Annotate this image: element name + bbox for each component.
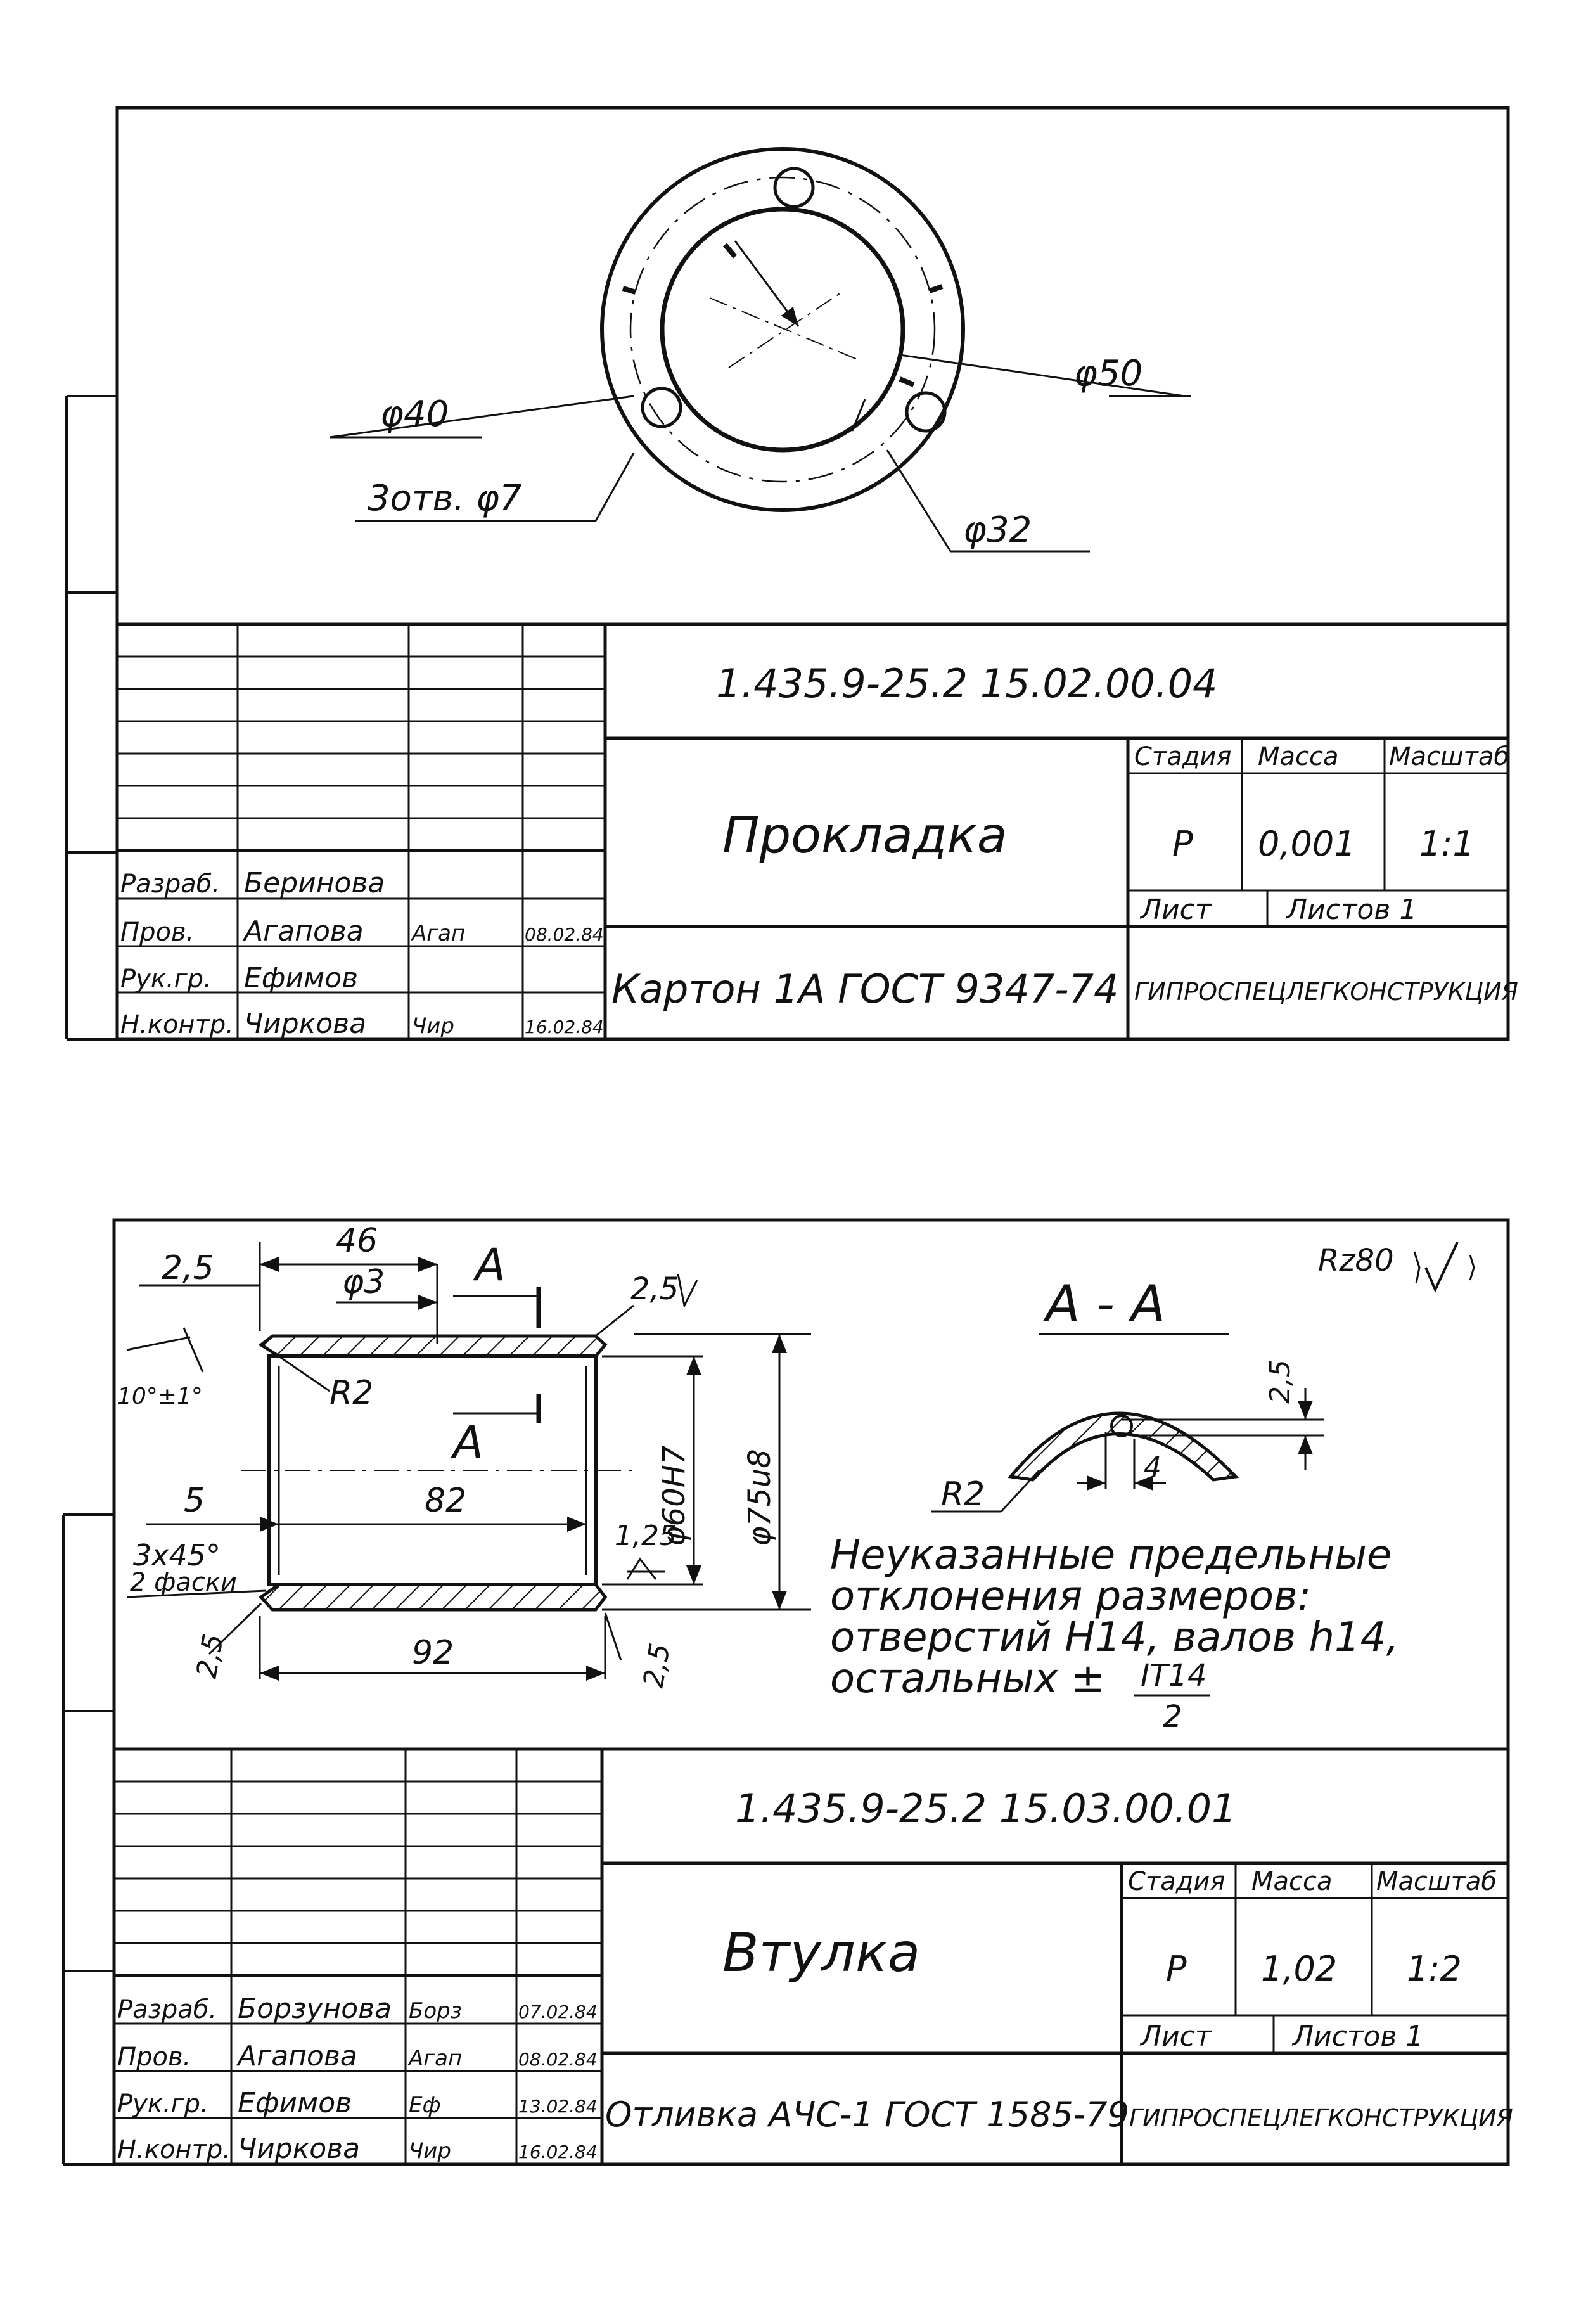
note-line-2: отклонения размеров:	[830, 1573, 1312, 1620]
signer-date: 08.02.84	[518, 2049, 598, 2070]
sheet-1	[67, 108, 1518, 1040]
signer-name: Беринова	[244, 867, 385, 899]
rough-25: 2,5	[630, 1271, 679, 1307]
dim-5: 5	[184, 1482, 205, 1520]
sheet-label: Лист	[1141, 2020, 1212, 2053]
top-wall	[261, 1336, 605, 1356]
sheet1-title-block	[117, 624, 1518, 1040]
dim-d32: φ32	[963, 510, 1032, 551]
mass-value: 1,02	[1261, 1949, 1338, 1989]
signer-date: 16.02.84	[525, 1017, 604, 1037]
radius-r2: R2	[330, 1374, 374, 1412]
organization: ГИПРОСПЕЦЛЕГКОНСТРУКЦИЯ	[1129, 2104, 1513, 2132]
sheets-label: Листов 1	[1293, 2020, 1424, 2053]
dim-82: 82	[425, 1482, 467, 1520]
dim-d40: φ40	[380, 394, 449, 435]
sheet2-signer-2	[117, 2087, 598, 2119]
signer-date: 08.02.84	[525, 924, 604, 945]
dim-phi60: φ60Н7	[656, 1445, 692, 1546]
signer-name: Ефимов	[244, 962, 359, 994]
section-r2: R2	[941, 1475, 985, 1513]
signer-name: Агапова	[238, 2040, 357, 2072]
hole-3	[907, 393, 945, 431]
signer-date: 07.02.84	[518, 2001, 598, 2022]
material: Отливка АЧС-1 ГОСТ 1585-79	[605, 2095, 1130, 2135]
signer-sign: Агап	[412, 921, 466, 946]
part-name: Прокладка	[722, 807, 1008, 864]
section-title: А - А	[1046, 1274, 1166, 1333]
signer-role: Н.контр.	[120, 1010, 234, 1039]
hdr-scale: Масштаб	[1376, 1867, 1497, 1896]
sheet1-signer-3	[120, 1008, 604, 1040]
signer-role: Рук.гр.	[117, 2090, 208, 2119]
stage-value: Р	[1166, 1949, 1187, 1989]
signer-role: Разраб.	[117, 1995, 217, 2024]
signer-name: Чиркова	[244, 1008, 367, 1040]
organization: ГИПРОСПЕЦЛЕГКОНСТРУКЦИЯ	[1134, 978, 1518, 1006]
signer-sign: Борз	[409, 1998, 462, 2024]
dim-holes: 3отв. φ7	[368, 478, 522, 519]
sheet2-title-block	[114, 1749, 1513, 2165]
signer-date: 13.02.84	[518, 2096, 598, 2117]
signer-role: Пров.	[120, 918, 195, 947]
roughness-symbol	[1426, 1242, 1457, 1290]
signer-sign: Агап	[409, 2046, 463, 2071]
section-dim-25: 2,5	[1264, 1359, 1296, 1404]
note-frac-top: IT14	[1141, 1658, 1207, 1693]
inner-circle	[662, 209, 903, 450]
sheet1-left-strip	[67, 396, 117, 1039]
sheet1-signer-2	[120, 962, 358, 994]
signer-role: Пров.	[117, 2043, 191, 2072]
hdr-scale: Масштаб	[1389, 742, 1510, 771]
section-a-a	[931, 1274, 1324, 1513]
bolt-circle	[630, 177, 935, 482]
note-frac-bottom: 2	[1163, 1699, 1182, 1735]
dim-phi75: φ75u8	[742, 1449, 777, 1546]
signer-sign: Чир	[412, 1013, 454, 1039]
signer-sign: Чир	[409, 2138, 451, 2164]
mass-value: 0,001	[1258, 824, 1356, 864]
scale-value: 1:1	[1419, 824, 1475, 864]
note-line-4: остальных ±	[830, 1655, 1105, 1702]
rough-25-b: 2,5	[190, 1631, 230, 1681]
scale-value: 1:2	[1407, 1949, 1462, 1989]
sheet1-signer-1	[120, 915, 604, 947]
rz-label: Rz80	[1318, 1243, 1394, 1278]
signer-name: Чиркова	[238, 2133, 361, 2165]
note-line-3: отверстий Н14, валов h14,	[830, 1614, 1399, 1661]
hdr-stage: Стадия	[1128, 1867, 1225, 1896]
signer-role: Н.контр.	[117, 2135, 231, 2164]
chamfer-1: 3х45°	[133, 1538, 221, 1572]
signer-name: Борзунова	[238, 1993, 392, 2025]
dim-25a: 2,5	[162, 1249, 214, 1287]
hdr-mass: Масса	[1258, 742, 1339, 771]
signer-sign: Еф	[409, 2093, 441, 2118]
dim-phi3: φ3	[342, 1263, 385, 1301]
dim-92: 92	[412, 1634, 454, 1672]
section-arc	[1011, 1413, 1236, 1480]
stage-value: Р	[1172, 824, 1193, 864]
sheets-label: Листов 1	[1286, 894, 1417, 926]
hdr-mass: Масса	[1251, 1867, 1333, 1896]
sheet2-signer-3	[117, 2133, 598, 2165]
bottom-wall	[261, 1584, 605, 1610]
tolerance-note	[830, 1532, 1399, 1735]
signer-role: Разраб.	[120, 870, 221, 899]
signer-name: Ефимов	[238, 2087, 352, 2119]
dim-46: 46	[336, 1222, 378, 1260]
note-line-1: Неуказанные предельные	[830, 1532, 1392, 1579]
rough-125: 1,25	[615, 1520, 677, 1552]
sheet2-signer-1	[117, 2040, 598, 2072]
section-dim-4: 4	[1144, 1451, 1161, 1484]
drawing-code: 1.435.9-25.2 15.02.00.04	[716, 660, 1218, 707]
gasket-view	[330, 149, 1191, 551]
drawing-code: 1.435.9-25.2 15.03.00.01	[735, 1785, 1237, 1832]
angle-label: 10°±1°	[117, 1383, 203, 1409]
signer-name: Агапова	[244, 915, 364, 947]
sheet2-signer-0	[117, 1993, 598, 2025]
hole-1	[775, 169, 813, 207]
sheet-2	[63, 1220, 1513, 2165]
section-mark-a-bottom: А	[453, 1416, 483, 1468]
signer-date: 16.02.84	[518, 2141, 598, 2162]
sheet-label: Лист	[1141, 894, 1212, 926]
material: Картон 1А ГОСТ 9347-74	[611, 966, 1119, 1012]
sheet2-left-strip	[63, 1515, 114, 2164]
chamfer-2: 2 фаски	[130, 1568, 238, 1597]
sheet1-signer-0	[120, 867, 385, 899]
section-mark-a-top: А	[475, 1239, 506, 1291]
rough-25-c: 2,5	[637, 1641, 677, 1690]
hdr-stage: Стадия	[1134, 742, 1232, 771]
part-name: Втулка	[722, 1922, 921, 1984]
signer-role: Рук.гр.	[120, 965, 212, 994]
dim-d50: φ50	[1074, 353, 1143, 394]
